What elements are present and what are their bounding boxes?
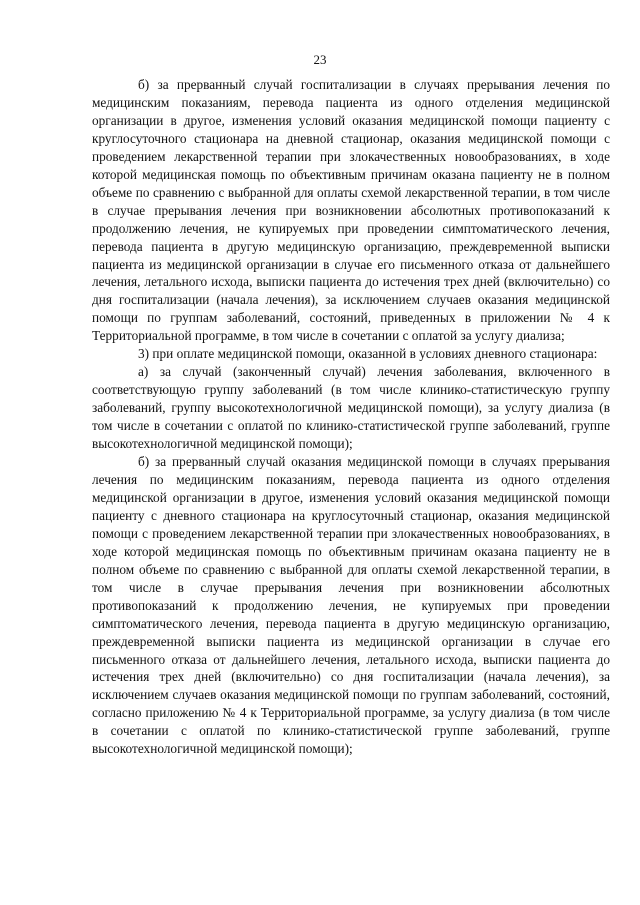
paragraph-3-day-hospital-payment: 3) при оплате медицинской помощи, оказанной в условиях дневного стационара:	[138, 346, 598, 362]
document-body	[92, 76, 610, 758]
page-number: 23	[313, 52, 327, 67]
paragraph-2b-interrupted-hospitalization: б) за прерванный случай госпитализации в случаях прерывания лечения по медицинским показаниям, перевода пациента из одного отделения медицинской организации в другое, изменения условий оказания медицинской помощи пациенту с круглосуточного стационара на дневной стационар, оказания медицинской помощи с проведением лекарственной терапии при злокачественных новообразованиях, в ходе которой медицинская помощь по объективным причинам оказана пациенту не в полном объеме по сравнению с выбранной для оплаты схемой лекарственной терапии, в том числе в случае прерывания лечения при возникновении абсолютных противопоказаний к продолжению лечения, не купируемых при проведении симптоматического лечения, перевода пациента в другую медицинскую организацию, преждевременной выписки пациента из медицинской организации в случае его письменного отказа от дальнейшего лечения, летального исхода, выписки пациента до истечения трех дней (включительно) со дня госпитализации (начала лечения), за исключением случаев оказания медицинской помощи по группам заболеваний, состояний, приведенных в приложении № 4 к Территориальной программе, в том числе в сочетании с оплатой за услугу диализа;	[92, 77, 610, 344]
paragraph-3b-interrupted-case: б) за прерванный случай оказания медицинской помощи в случаях прерывания лечения по медицинским показаниям, перевода пациента из одного отделения медицинской организации в другое, изменения условий оказания медицинской помощи пациенту с дневного стационара на круглосуточный стационар, оказания медицинской помощи с проведением лекарственной терапии при злокачественных новообразованиях, в ходе которой медицинская помощь по объективным причинам оказана пациенту не в полном объеме по сравнению с выбранной для оплаты схемой лекарственной терапии, в том числе в случае прерывания лечения при возникновении абсолютных противопоказаний к продолжению лечения, не купируемых при проведении симптоматического лечения, перевода пациента в другую медицинскую организацию, преждевременной выписки пациента из медицинской организации в случае его письменного отказа от дальнейшего лечения, летального исхода, выписки пациента до истечения трех дней (включительно) со дня госпитализации (начала лечения), за исключением случаев оказания медицинской помощи по группам заболеваний, состояний, согласно приложению № 4 к Территориальной программе, за услугу диализа (в том числе в сочетании с оплатой по клинико-статистической группе заболеваний, группе высокотехнологичной медицинской помощи);	[92, 454, 610, 757]
paragraph-3a-completed-case: а) за случай (законченный случай) лечения заболевания, включенного в соответствующую группу заболеваний (в том числе клинико-статистическую группу заболеваний, группу высокотехнологичной медицинской помощи), за услугу диализа (в том числе в сочетании с оплатой по клинико-статистической группе заболеваний, группе высокотехнологичной медицинской помощи);	[92, 364, 610, 452]
